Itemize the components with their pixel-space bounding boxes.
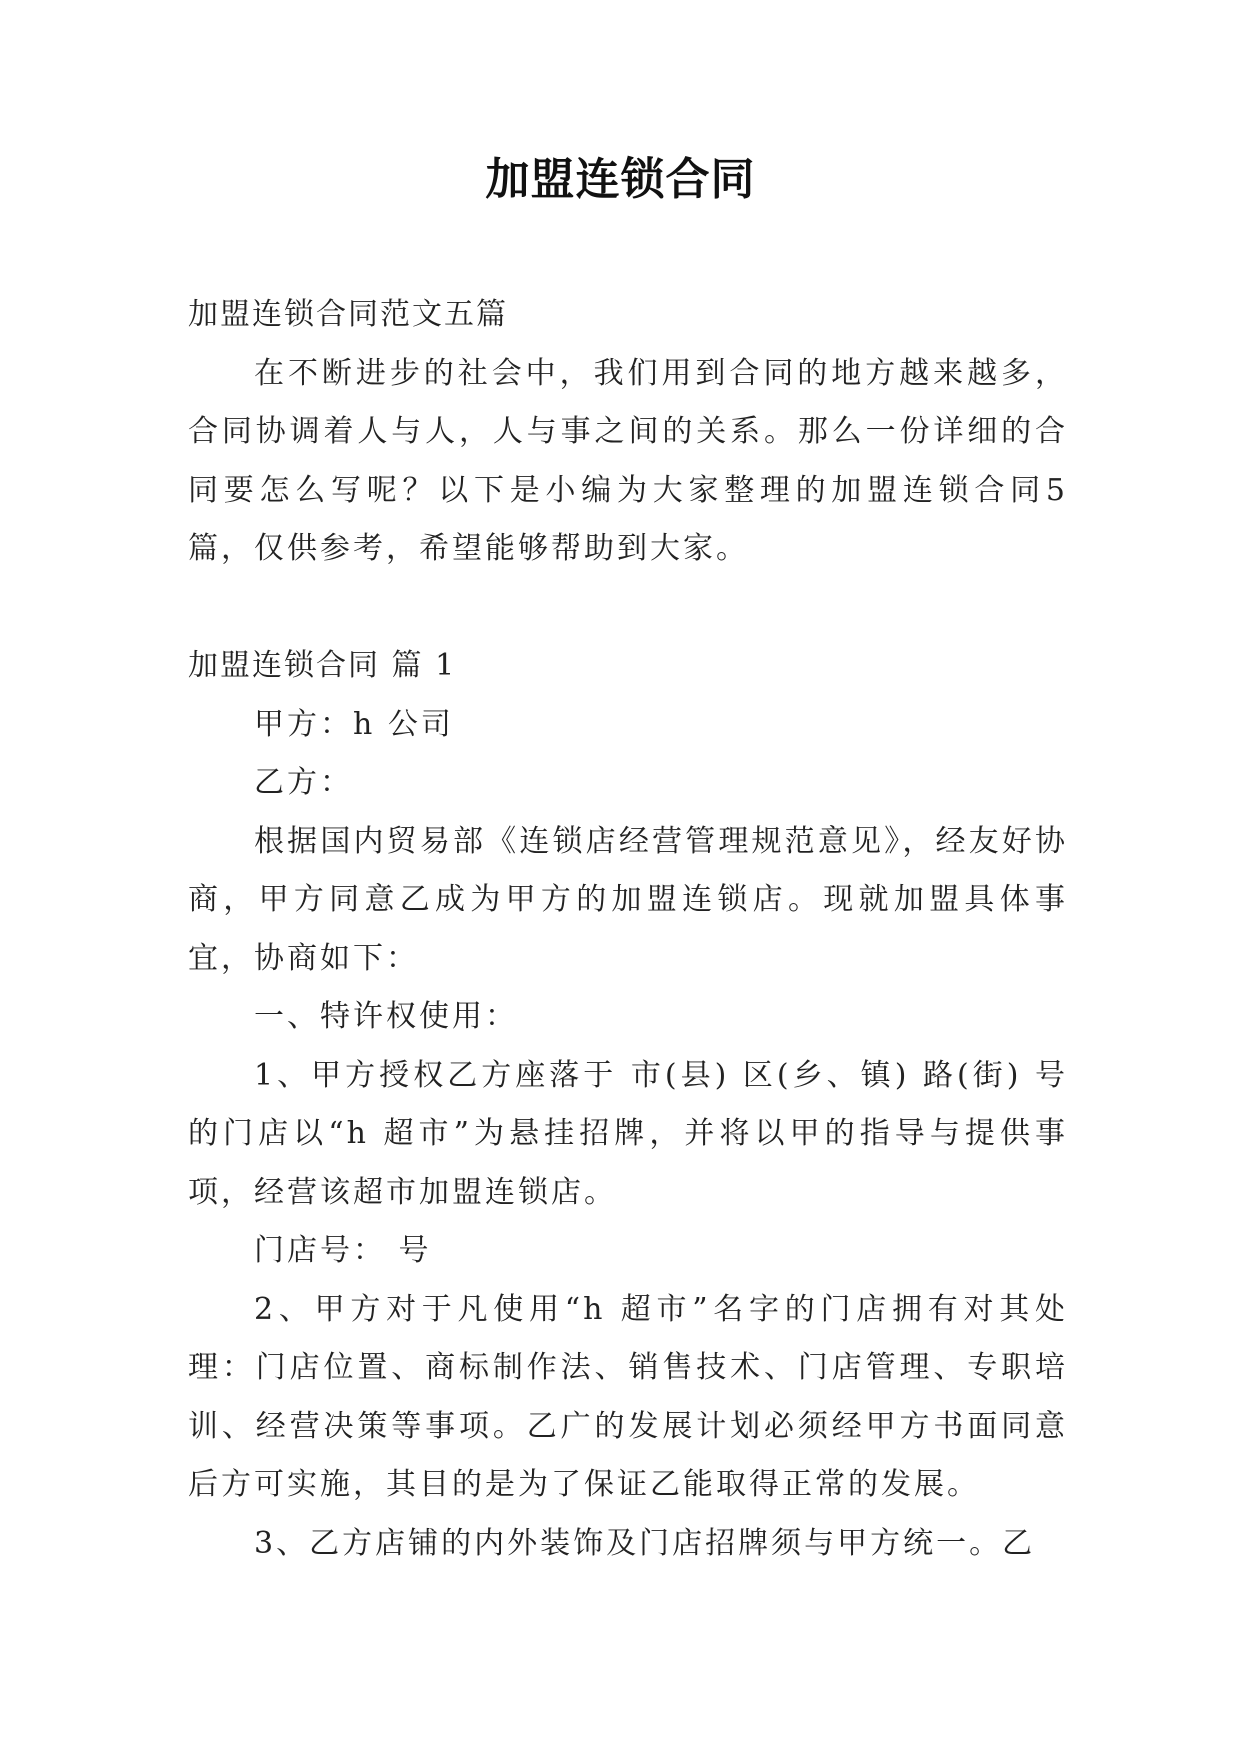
basis-paragraph: 根据国内贸易部《连锁店经营管理规范意见》，经友好协商，甲方同意乙成为甲方的加盟连锁店。现就加盟具体事宜，协商如下： bbox=[188, 823, 1068, 976]
section-heading: 加盟连锁合同 篇 1 bbox=[188, 648, 457, 683]
document-subtitle: 加盟连锁合同范文五篇 bbox=[188, 297, 508, 332]
clause-1-paragraph: 1、甲方授权乙方座落于 市(县) 区(乡、镇) 路(街) 号的门店以“h 超市”为悬挂招牌，并将以甲的指导与提供事项，经营该超市加盟连锁店。 bbox=[188, 1057, 1068, 1210]
document-body bbox=[188, 286, 1068, 1573]
clause-heading: 一、特许权使用： bbox=[254, 999, 518, 1034]
party-a-line: 甲方：h 公司 bbox=[254, 706, 454, 742]
store-number-line: 门店号： 号 bbox=[254, 1233, 432, 1268]
intro-paragraph: 在不断进步的社会中，我们用到合同的地方越来越多，合同协调着人与人，人与事之间的关系。那么一份详细的合同要怎么写呢？以下是小编为大家整理的加盟连锁合同5篇，仅供参考，希望能够帮助到大家。 bbox=[188, 355, 1068, 566]
paragraph-spacer bbox=[188, 579, 1068, 638]
party-b-line: 乙方： bbox=[254, 765, 353, 800]
clause-3-paragraph: 3、乙方店铺的内外装饰及门店招牌须与甲方统一。乙 bbox=[254, 1525, 1036, 1561]
document-title: 加盟连锁合同 bbox=[485, 154, 756, 205]
clause-2-paragraph: 2、甲方对于凡使用“h 超市”名字的门店拥有对其处理：门店位置、商标制作法、销售技术、门店管理、专职培训、经营决策等事项。乙广的发展计划必须经甲方书面同意后方可实施，其目的是为了保证乙能取得正常的发展。 bbox=[188, 1291, 1068, 1502]
